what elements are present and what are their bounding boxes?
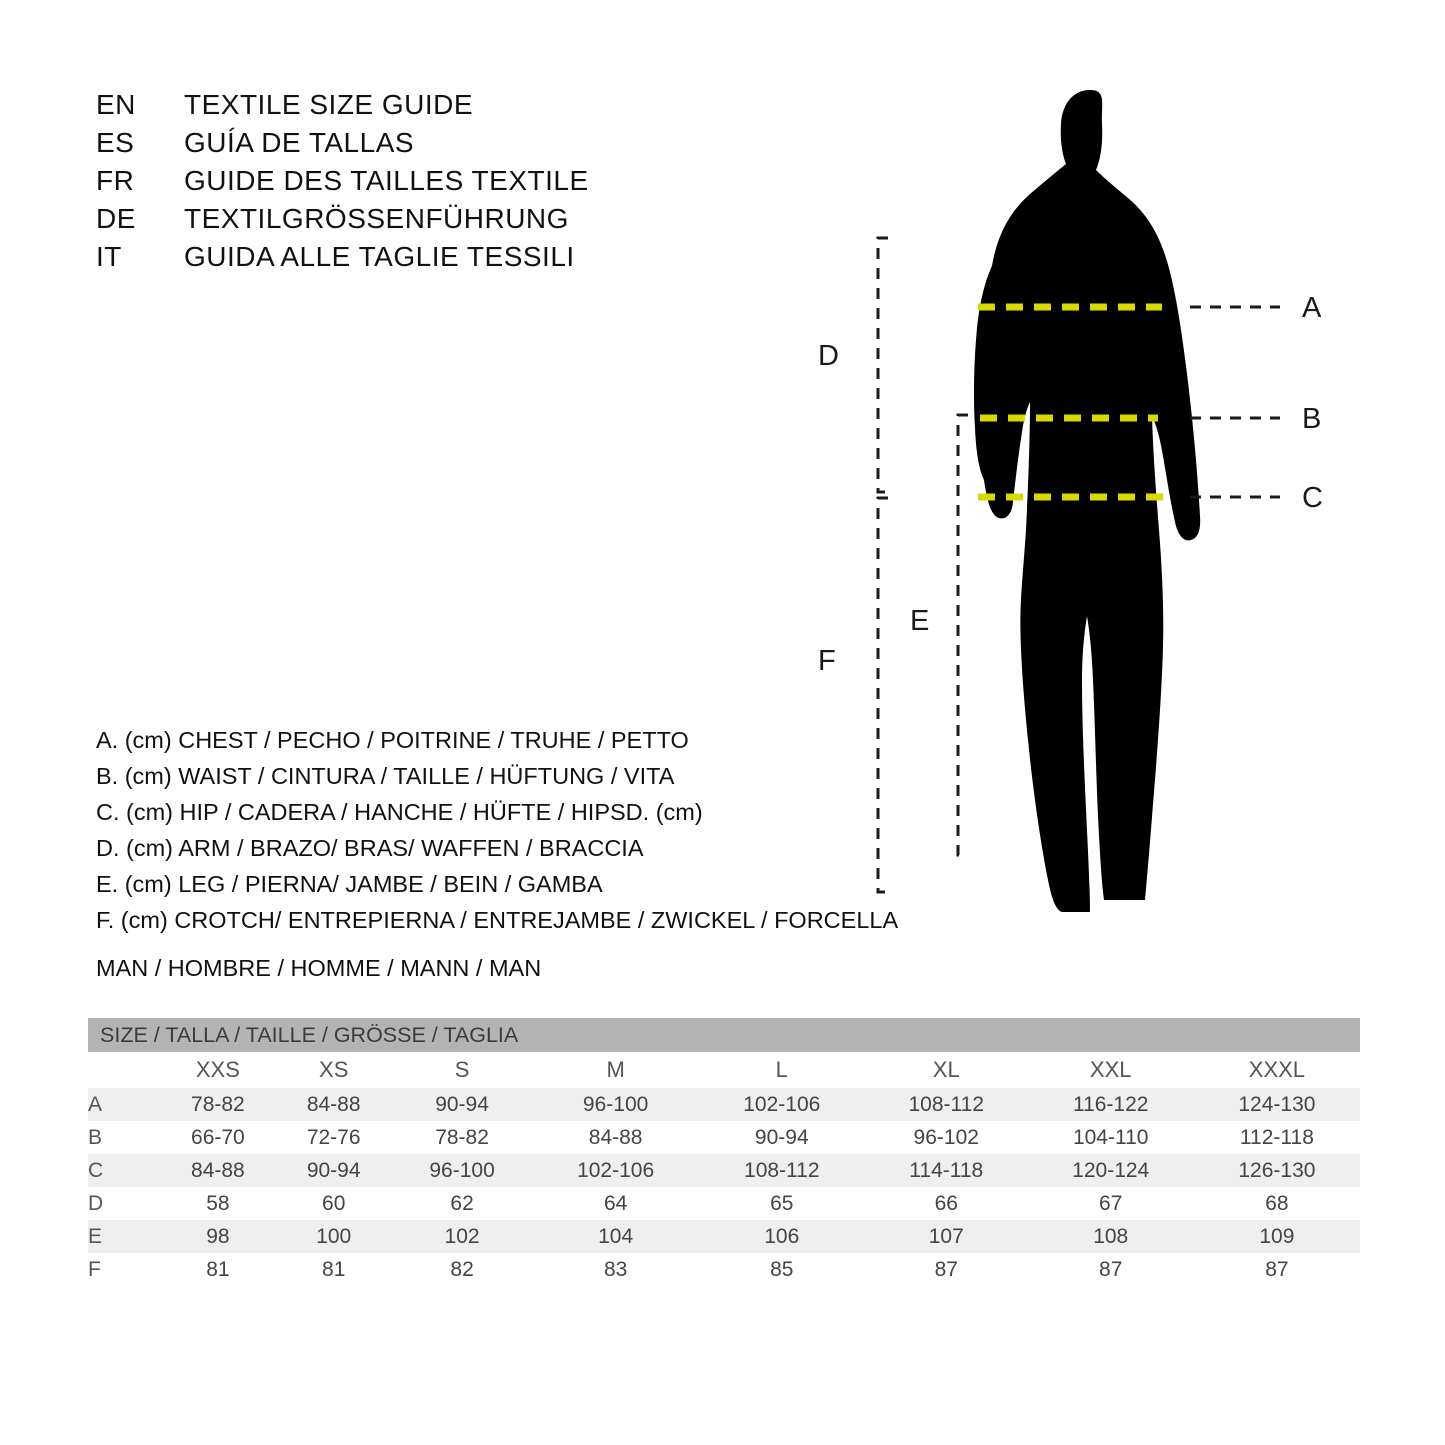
title-row (96, 86, 716, 124)
table-row (88, 1088, 1360, 1121)
size-table (88, 1018, 1360, 1286)
size-header-xxl: XXL (1028, 1052, 1194, 1088)
title-row (96, 238, 716, 276)
bracket-label-d: D (818, 340, 839, 372)
row-label-a: A (88, 1088, 160, 1121)
cell-b-s: 78-82 (392, 1121, 533, 1154)
cell-c-xs: 90-94 (276, 1154, 392, 1187)
bracket-label-f: F (818, 645, 836, 677)
cell-d-xxs: 58 (160, 1187, 276, 1220)
title-text: GUIDA ALLE TAGLIE TESSILI (184, 241, 575, 272)
bracket-d (878, 238, 888, 492)
cell-f-xxl: 87 (1028, 1253, 1194, 1286)
cell-a-s: 90-94 (392, 1088, 533, 1121)
bracket-label-e: E (910, 605, 930, 637)
title-lang-code: IT (96, 241, 122, 272)
size-header-xxxl: XXXL (1194, 1052, 1360, 1088)
legend-line-b: B. (cm) WAIST / CINTURA / TAILLE / HÜFTUNG / VITA (96, 763, 675, 789)
table-size-row (88, 1052, 1360, 1088)
size-header-m: M (533, 1052, 699, 1088)
bracket-e (958, 415, 968, 855)
size-header-xxs: XXS (160, 1052, 276, 1088)
table-row (88, 1187, 1360, 1220)
table-header-label: SIZE / TALLA / TAILLE / GRÖSSE / TAGLIA (88, 1018, 1360, 1052)
legend-line-e: E. (cm) LEG / PIERNA/ JAMBE / BEIN / GAMBA (96, 871, 603, 897)
row-label-d: D (88, 1187, 160, 1220)
cell-c-l: 108-112 (699, 1154, 865, 1187)
cell-a-xxs: 78-82 (160, 1088, 276, 1121)
size-header-s: S (392, 1052, 533, 1088)
cell-c-xxl: 120-124 (1028, 1154, 1194, 1187)
gender-label: MAN / HOMBRE / HOMME / MANN / MAN (96, 955, 542, 981)
legend-line-f: F. (cm) CROTCH/ ENTREPIERNA / ENTREJAMBE / ZWICKEL / FORCELLA (96, 907, 899, 933)
table-row (88, 1154, 1360, 1187)
bracket-f (878, 498, 888, 892)
body-diagram (790, 60, 1390, 960)
size-row-corner (88, 1052, 160, 1088)
cell-d-xxl: 67 (1028, 1187, 1194, 1220)
cell-e-xxs: 98 (160, 1220, 276, 1253)
title-text: GUÍA DE TALLAS (184, 127, 415, 158)
title-lang-code: ES (96, 127, 135, 158)
legend-line-d: D. (cm) ARM / BRAZO/ BRAS/ WAFFEN / BRACCIA (96, 835, 644, 861)
cell-d-l: 65 (699, 1187, 865, 1220)
cell-a-xxl: 116-122 (1028, 1088, 1194, 1121)
cell-f-xl: 87 (865, 1253, 1028, 1286)
title-text: TEXTILGRÖSSENFÜHRUNG (184, 203, 569, 234)
cell-a-m: 96-100 (533, 1088, 699, 1121)
man-silhouette-icon (974, 90, 1200, 912)
row-label-f: F (88, 1253, 160, 1286)
cell-e-xxxl: 109 (1194, 1220, 1360, 1253)
cell-f-xs: 81 (276, 1253, 392, 1286)
cell-e-s: 102 (392, 1220, 533, 1253)
cell-f-l: 85 (699, 1253, 865, 1286)
cell-e-m: 104 (533, 1220, 699, 1253)
cell-f-s: 82 (392, 1253, 533, 1286)
cell-e-xs: 100 (276, 1220, 392, 1253)
table-row (88, 1121, 1360, 1154)
cell-b-xs: 72-76 (276, 1121, 392, 1154)
table-row (88, 1253, 1360, 1286)
cell-d-s: 62 (392, 1187, 533, 1220)
cell-a-xs: 84-88 (276, 1088, 392, 1121)
cell-c-xxs: 84-88 (160, 1154, 276, 1187)
size-header-l: L (699, 1052, 865, 1088)
cell-d-m: 64 (533, 1187, 699, 1220)
table-header-row (88, 1018, 1360, 1052)
title-text: TEXTILE SIZE GUIDE (184, 89, 474, 120)
title-block (96, 86, 716, 276)
cell-c-xl: 114-118 (865, 1154, 1028, 1187)
cell-b-xl: 96-102 (865, 1121, 1028, 1154)
marker-label-a: A (1302, 292, 1322, 324)
measurement-legend (96, 722, 899, 938)
title-row (96, 200, 716, 238)
row-label-b: B (88, 1121, 160, 1154)
title-lang-code: DE (96, 203, 136, 234)
cell-d-xl: 66 (865, 1187, 1028, 1220)
cell-f-xxs: 81 (160, 1253, 276, 1286)
cell-b-xxs: 66-70 (160, 1121, 276, 1154)
marker-label-c: C (1302, 482, 1323, 514)
title-lang-code: FR (96, 165, 135, 196)
marker-label-b: B (1302, 403, 1322, 435)
title-row (96, 162, 716, 200)
row-label-e: E (88, 1220, 160, 1253)
title-text: GUIDE DES TAILLES TEXTILE (184, 165, 589, 196)
size-header-xs: XS (276, 1052, 392, 1088)
cell-c-s: 96-100 (392, 1154, 533, 1187)
title-row (96, 124, 716, 162)
cell-a-xxxl: 124-130 (1194, 1088, 1360, 1121)
cell-b-m: 84-88 (533, 1121, 699, 1154)
cell-e-xxl: 108 (1028, 1220, 1194, 1253)
title-lang-code: EN (96, 89, 136, 120)
size-header-xl: XL (865, 1052, 1028, 1088)
cell-e-l: 106 (699, 1220, 865, 1253)
cell-b-xxxl: 112-118 (1194, 1121, 1360, 1154)
cell-f-m: 83 (533, 1253, 699, 1286)
cell-d-xxxl: 68 (1194, 1187, 1360, 1220)
cell-c-xxxl: 126-130 (1194, 1154, 1360, 1187)
cell-a-xl: 108-112 (865, 1088, 1028, 1121)
table-row (88, 1220, 1360, 1253)
cell-d-xs: 60 (276, 1187, 392, 1220)
cell-f-xxxl: 87 (1194, 1253, 1360, 1286)
legend-line-a: A. (cm) CHEST / PECHO / POITRINE / TRUHE / PETTO (96, 727, 689, 753)
legend-line-c: C. (cm) HIP / CADERA / HANCHE / HÜFTE / HIPSD. (cm) (96, 799, 703, 825)
cell-c-m: 102-106 (533, 1154, 699, 1187)
cell-b-xxl: 104-110 (1028, 1121, 1194, 1154)
row-label-c: C (88, 1154, 160, 1187)
cell-b-l: 90-94 (699, 1121, 865, 1154)
cell-a-l: 102-106 (699, 1088, 865, 1121)
cell-e-xl: 107 (865, 1220, 1028, 1253)
